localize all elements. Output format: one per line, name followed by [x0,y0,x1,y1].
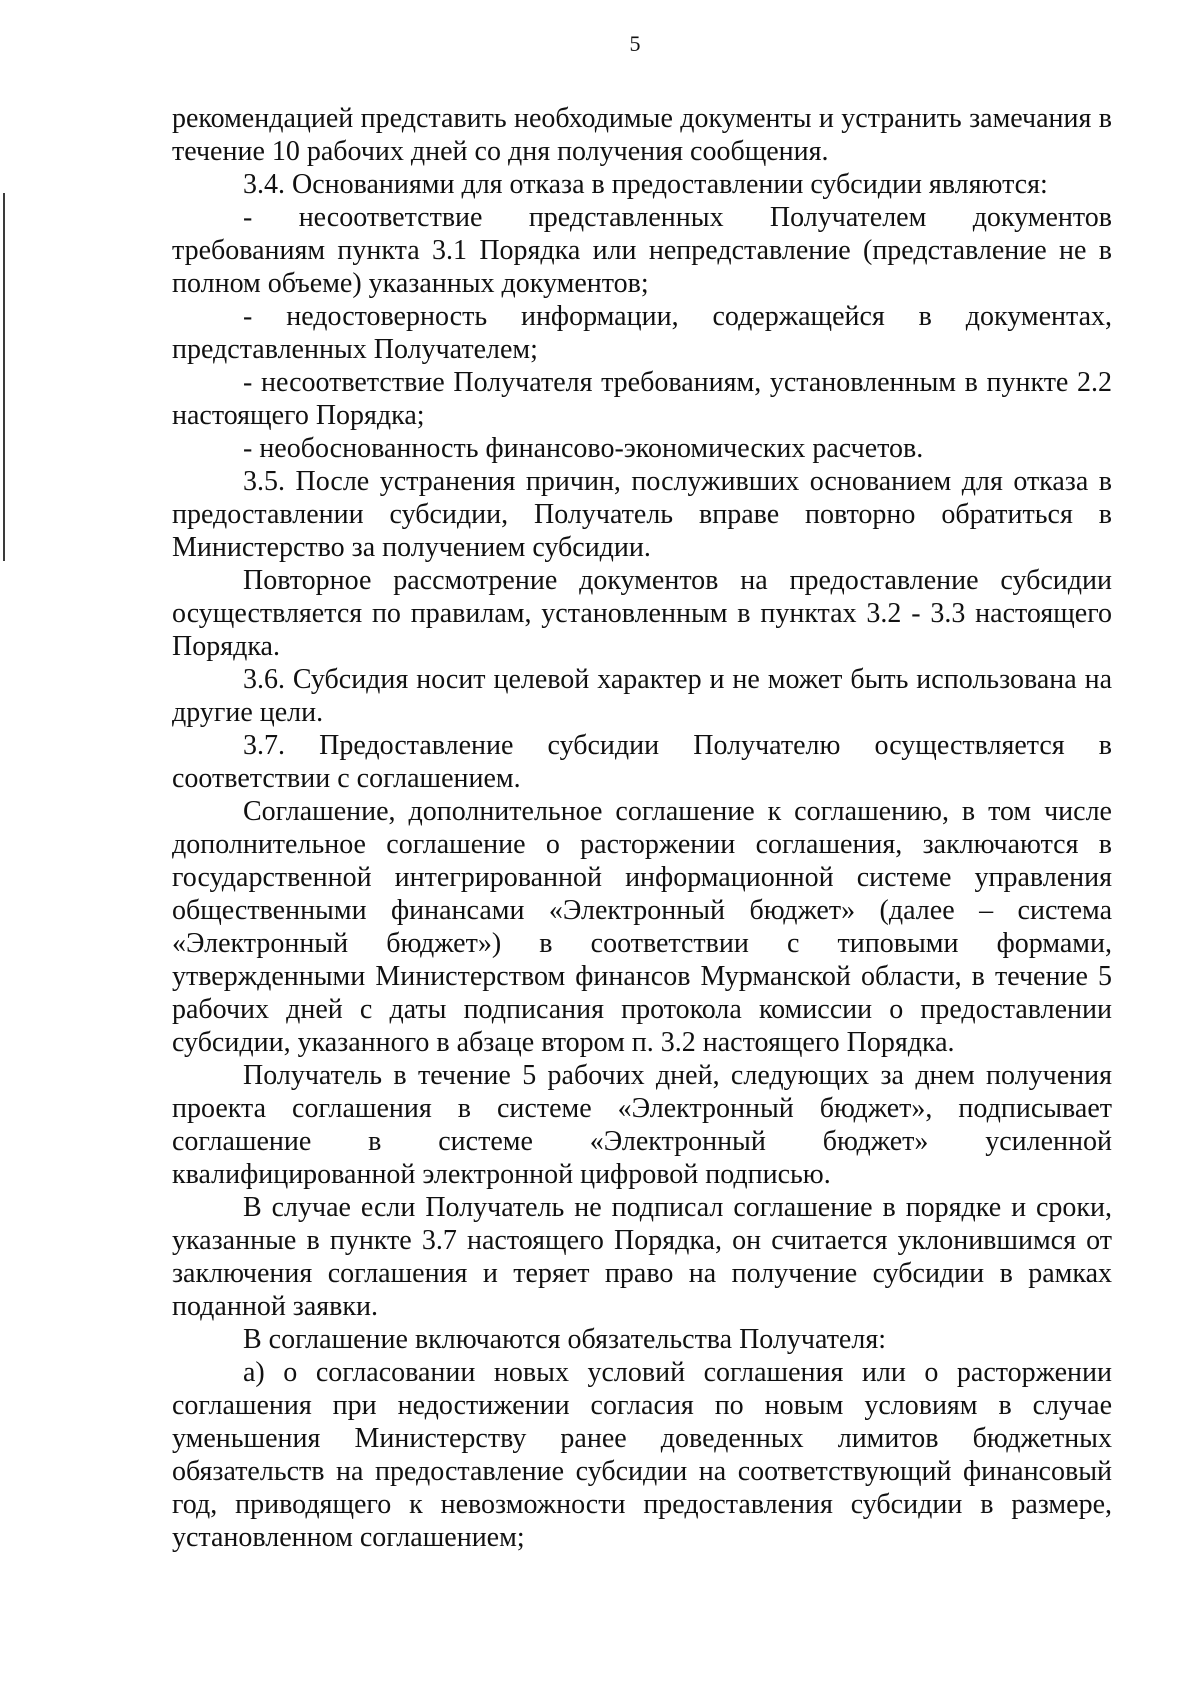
paragraph-3-4-item-2: - недостоверность информации, содержащейся в документах, представленных Получателем; [172,301,1112,365]
paragraph-3-7-evasion: В случае если Получатель не подписал соглашение в порядке и сроки, указанные в пункте 3.7 настоящего Порядка, он считается уклонившимся от заключения соглашения и теряет право на получение субсидии в рамках поданной заявки. [172,1192,1112,1322]
document-body [172,102,1112,1554]
paragraph-3-5-repeat: Повторное рассмотрение документов на предоставление субсидии осуществляется по правилам, установленным в пунктах 3.2 - 3.3 настоящего Порядка. [172,565,1112,662]
paragraph-3-4: 3.4. Основаниями для отказа в предоставлении субсидии являются: [243,169,1048,200]
paragraph-continuation: рекомендацией представить необходимые документы и устранить замечания в течение 10 рабочих дней со дня получения сообщения. [172,103,1112,167]
paragraph-3-7: 3.7. Предоставление субсидии Получателю осуществляется в соответствии с соглашением. [172,730,1112,794]
paragraph-3-7-signing: Получатель в течение 5 рабочих дней, следующих за днем получения проекта соглашения в системе «Электронный бюджет», подписывает соглашение в системе «Электронный бюджет» усиленной квалифицированной электронной цифровой подписью. [172,1060,1112,1190]
scan-margin-line [3,193,5,561]
page-number: 5 [629,31,641,56]
paragraph-obligation-a: а) о согласовании новых условий соглашения или о расторжении соглашения при недостижении согласия по новым условиям в случае уменьшения Министерству ранее доведенных лимитов бюджетных обязательств на предоставление субсидии на соответствующий финансовый год, приводящего к невозможности предоставления субсидии в размере, установленном соглашением; [172,1357,1112,1553]
paragraph-3-7-agreement: Соглашение, дополнительное соглашение к соглашению, в том числе дополнительное соглашение о расторжении соглашения, заключаются в государственной интегрированной информационной системе управления общественными финансами «Электронный бюджет» (далее – система «Электронный бюджет») в соответствии с типовыми формами, утвержденными Министерством финансов Мурманской области, в течение 5 рабочих дней с даты подписания протокола комиссии о предоставлении субсидии, указанного в абзаце втором п. 3.2 настоящего Порядка. [172,796,1112,1058]
paragraph-3-4-item-1: - несоответствие представленных Получателем документов требованиям пункта 3.1 Порядка или непредставление (представление не в полном объеме) указанных документов; [172,202,1112,299]
paragraph-3-5: 3.5. После устранения причин, послуживших основанием для отказа в предоставлении субсидии, Получатель вправе повторно обратиться в Министерство за получением субсидии. [172,466,1112,563]
paragraph-3-6: 3.6. Субсидия носит целевой характер и не может быть использована на другие цели. [172,664,1112,728]
paragraph-obligations-intro: В соглашение включаются обязательства Получателя: [243,1324,886,1355]
paragraph-3-4-item-3: - несоответствие Получателя требованиям, установленным в пункте 2.2 настоящего Порядка; [172,367,1112,431]
paragraph-3-4-item-4: - необоснованность финансово-экономических расчетов. [243,433,924,464]
